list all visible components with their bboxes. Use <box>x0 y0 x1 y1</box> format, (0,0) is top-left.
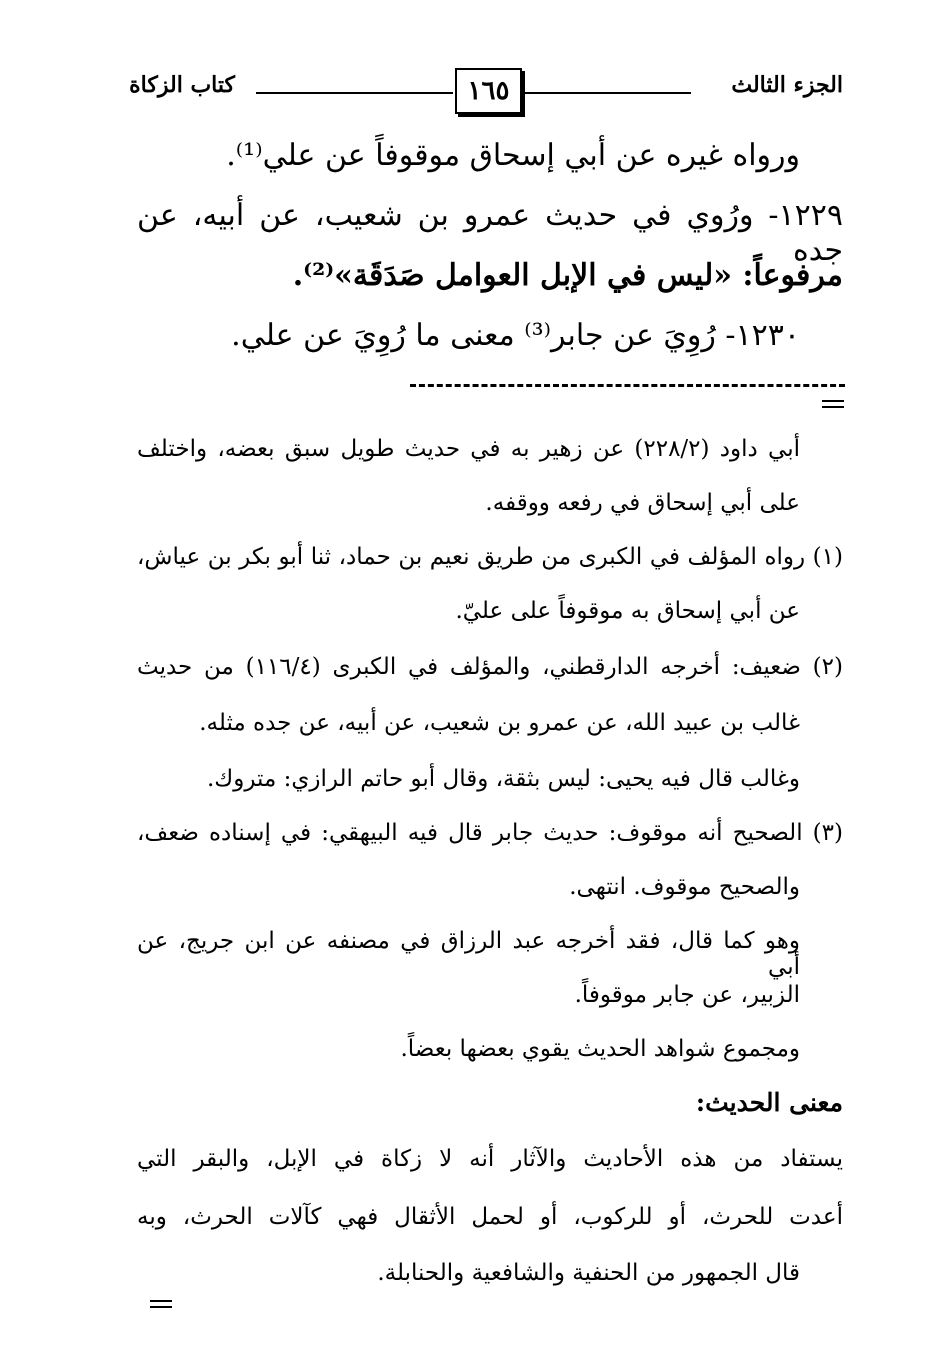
volume-label: الجزء الثالث <box>731 72 843 98</box>
main-line-1: ورواه غيره عن أبي إسحاق موقوفاً عن علي⁽¹⁾. <box>226 138 800 173</box>
meaning-line-2: أعدت للحرث، أو للركوب، أو لحمل الأثقال فهي كآلات الحرث، وبه <box>137 1204 843 1230</box>
main-line-2: ١٢٢٩- ورُوي في حديث عمرو بن شعيب، عن أبيه، عن جده <box>137 198 843 268</box>
continuation-mark-bottom <box>150 1300 172 1312</box>
section-heading: معنى الحديث: <box>695 1088 843 1117</box>
footnote-3-line-5: ومجموع شواهد الحديث يقوي بعضها بعضاً. <box>400 1036 800 1062</box>
book-title: كتاب الزكاة <box>129 72 235 98</box>
footnote-3-line-2: والصحيح موقوف. انتهى. <box>569 874 800 900</box>
main-line-3: مرفوعاً: «ليس في الإبل العوامل صَدَقَة»⁽²⁾. <box>292 258 843 293</box>
footnote-1-line-1: (١) رواه المؤلف في الكبرى من طريق نعيم بن حماد، ثنا أبو بكر بن عياش، <box>137 544 843 570</box>
header-rule-left <box>256 92 453 94</box>
footnote-3-line-4: الزبير، عن جابر موقوفاً. <box>574 982 800 1008</box>
footnote-1-line-2: عن أبي إسحاق به موقوفاً على عليّ. <box>455 598 800 624</box>
footnote-continuation-line-2: على أبي إسحاق في رفعه ووقفه. <box>485 490 800 516</box>
page-number <box>455 68 522 114</box>
meaning-line-3: قال الجمهور من الحنفية والشافعية والحنابلة. <box>377 1260 800 1286</box>
footnote-2-line-1: (٢) ضعيف: أخرجه الدارقطني، والمؤلف في الكبرى (١١٦/٤) من حديث <box>137 654 844 680</box>
footnote-continuation-line-1: أبي داود (٢٢٨/٢) عن زهير به في حديث طويل سبق بعضه، واختلف <box>137 436 800 462</box>
continuation-mark-top <box>822 400 844 412</box>
footnote-2-line-3: وغالب قال فيه يحيى: ليس بثقة، وقال أبو حاتم الرازي: متروك. <box>206 766 800 792</box>
header-rule-right <box>521 92 691 94</box>
footnote-3-line-1: (٣) الصحيح أنه موقوف: حديث جابر قال فيه البيهقي: في إسناده ضعف، <box>137 820 843 846</box>
footnote-2-line-2: غالب بن عبيد الله، عن عمرو بن شعيب، عن أبيه، عن جده مثله. <box>199 710 800 736</box>
page-number-text: ١٦٥ <box>467 76 510 106</box>
meaning-line-1: يستفاد من هذه الأحاديث والآثار أنه لا زكاة في الإبل، والبقر التي <box>137 1146 843 1172</box>
main-line-4: ١٢٣٠- رُوِيَ عن جابر⁽³⁾ معنى ما رُوِيَ عن علي. <box>231 318 800 353</box>
footnote-3-line-3: وهو كما قال، فقد أخرجه عبد الرزاق في مصنفه عن ابن جريج، عن أبي <box>137 928 800 980</box>
footnote-separator <box>410 384 845 387</box>
